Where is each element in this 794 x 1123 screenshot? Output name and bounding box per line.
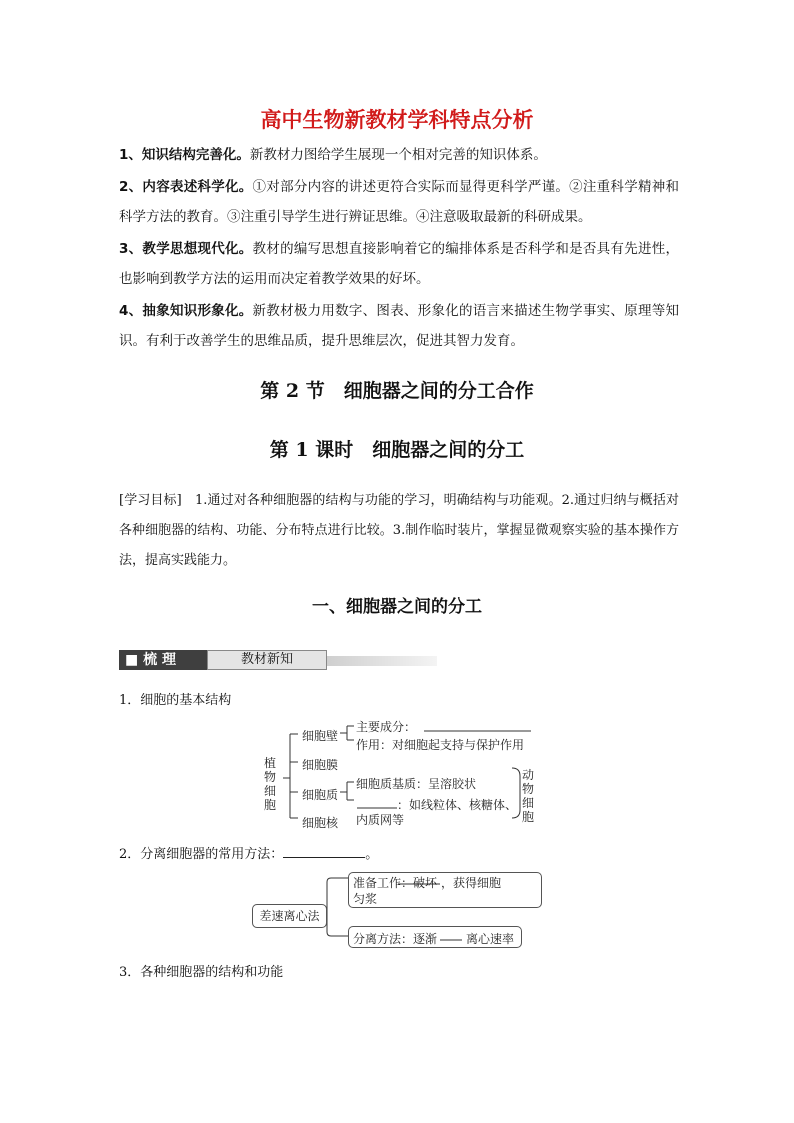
- point-4: [119, 296, 679, 356]
- organelle-label: ：如线粒体、核糖体、: [397, 798, 518, 812]
- point-3: [119, 234, 679, 294]
- banner-label: ■ 梳 理: [119, 650, 207, 670]
- question-2-end: 。: [365, 847, 379, 862]
- section-title: 第 2 节 细胞器之间的分工合作: [260, 380, 534, 402]
- question-2-text: 2．分离细胞器的常用方法：: [119, 847, 284, 862]
- cell-wall-label: 细胞壁: [302, 729, 339, 743]
- preparation-text-line2: 匀浆: [353, 892, 378, 906]
- wall-function-label: 作用：对细胞起支持与保护作用: [356, 738, 525, 752]
- lesson-title: 第 1 课时 细胞器之间的分工: [269, 439, 525, 461]
- point-1: [119, 140, 679, 170]
- plant-cell-label: 植物细胞: [264, 756, 277, 812]
- point-lead: 3、教学思想现代化。: [119, 241, 253, 257]
- centrifugation-diagram: [250, 870, 550, 952]
- animal-cell-label: 动物细胞: [522, 768, 535, 824]
- cell-structure-diagram: [260, 712, 550, 837]
- separation-text-a: 分离方法：逐渐: [353, 932, 438, 946]
- wall-composition-label: 主要成分：: [356, 720, 417, 734]
- cytosol-label: 细胞质基质：呈溶胶状: [356, 777, 477, 791]
- answer-blank: [283, 844, 365, 858]
- nucleus-label: 细胞核: [302, 816, 339, 830]
- section-banner: [119, 650, 437, 670]
- point-text: 教材的编写思想直接影响着它的编排体系是否科学和是否具有先进性，也影响到教学方法的运用而决定着教学效果的好坏。: [119, 241, 679, 287]
- part-title: 一、细胞器之间的分工: [312, 597, 482, 617]
- point-2: [119, 172, 679, 232]
- point-lead: 1、知识结构完善化。: [119, 147, 250, 163]
- separation-box: [348, 926, 522, 948]
- organelle-examples-label: 内质网等: [356, 813, 405, 827]
- preparation-text-b: ，获得细胞: [441, 876, 502, 890]
- question-1: 1．细胞的基本结构: [119, 693, 232, 708]
- question-3: 3．各种细胞器的结构和功能: [119, 965, 284, 980]
- preparation-text-a: 准备工作：破坏: [353, 876, 438, 890]
- page-title: 高中生物新教材学科特点分析: [260, 108, 534, 132]
- method-box: [252, 904, 327, 928]
- question-2: [119, 843, 378, 862]
- cell-membrane-label: 细胞膜: [302, 758, 339, 772]
- point-lead: 4、抽象知识形象化。: [119, 303, 253, 319]
- point-text: ①对部分内容的讲述更符合实际而显得更科学严谨。②注重科学精神和科学方法的教育。③注重引导学生进行辨证思维。④注意吸取最新的科研成果。: [119, 179, 679, 225]
- banner-decoration: [327, 656, 437, 666]
- cytoplasm-label: 细胞质: [302, 788, 339, 802]
- point-text: 新教材极力用数字、图表、形象化的语言来描述生物学事实、原理等知识。有利于改善学生的思维品质，提升思维层次，促进其智力发育。: [119, 303, 679, 349]
- separation-text-b: 离心速率: [466, 932, 515, 946]
- learning-objectives: [学习目标] 1.通过对各种细胞器的结构与功能的学习，明确结构与功能观。2.通过归纳与概括对各种细胞器的结构、功能、分布特点进行比较。3.制作临时装片，掌握显微观察实验的基本操作方法，提高实践能力。: [119, 493, 679, 568]
- banner-sublabel: 教材新知: [207, 650, 327, 670]
- method-label: 差速离心法: [259, 909, 320, 923]
- point-text: 新教材力图给学生展现一个相对完善的知识体系。: [249, 147, 547, 163]
- point-lead: 2、内容表述科学化。: [119, 179, 253, 195]
- preparation-box: [348, 872, 542, 908]
